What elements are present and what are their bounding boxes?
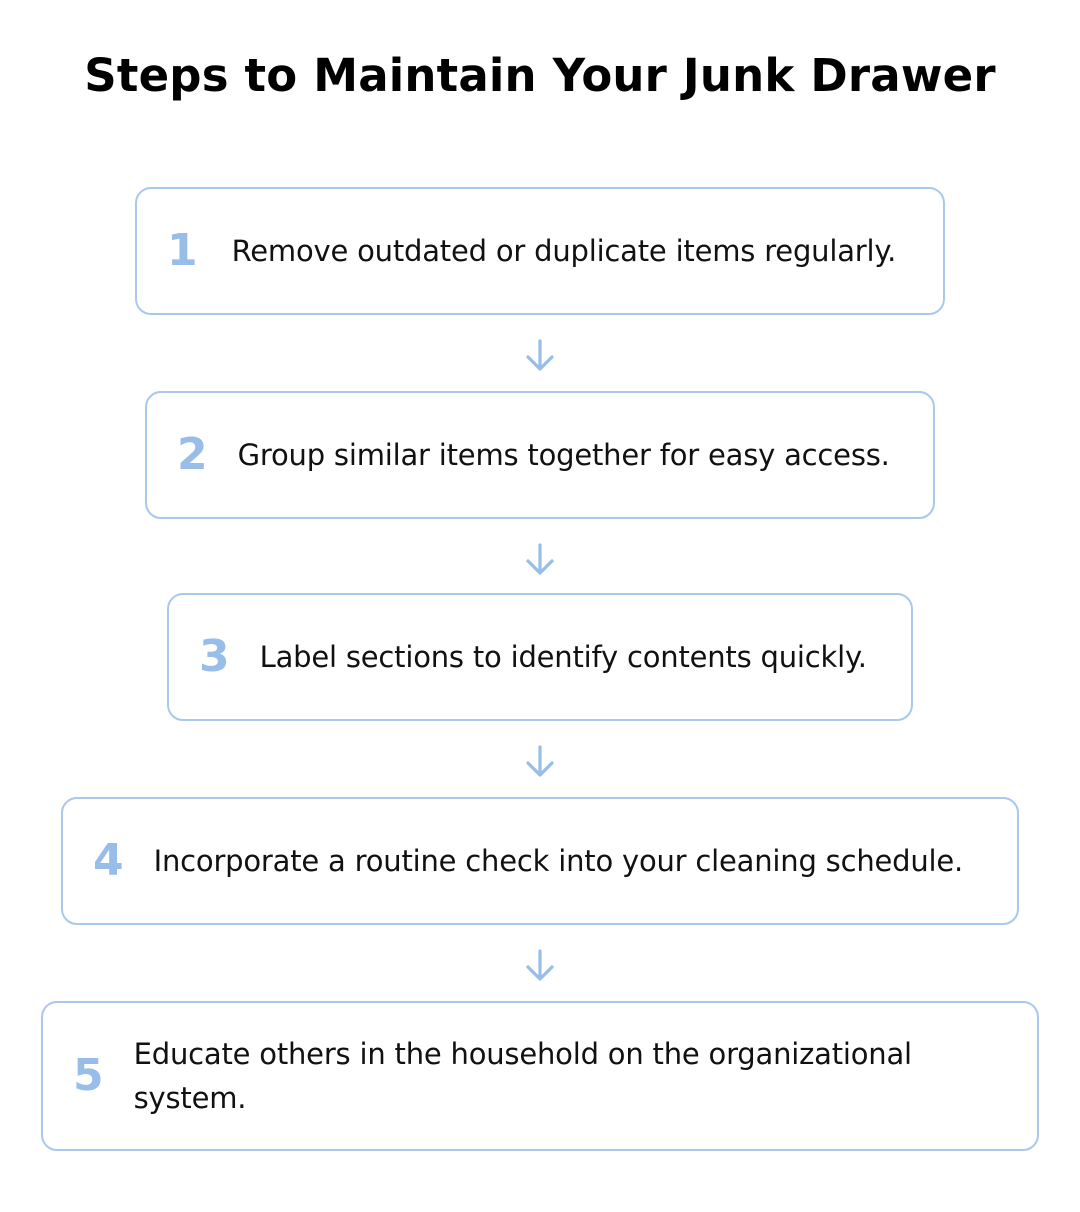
arrow-down-icon <box>520 946 560 986</box>
step-box-3 <box>167 593 913 721</box>
step-number-5: 5 <box>73 1050 104 1101</box>
arrow-down-icon <box>520 540 560 580</box>
step-number-2: 2 <box>177 429 208 480</box>
step-box-2 <box>145 391 935 519</box>
step-box-5 <box>41 1001 1039 1151</box>
diagram-title: Steps to Maintain Your Junk Drawer <box>84 49 996 102</box>
step-box-4 <box>61 797 1019 925</box>
step-box-1 <box>135 187 945 315</box>
step-number-3: 3 <box>199 631 230 682</box>
step-text-2: Group similar items together for easy access. <box>237 438 890 472</box>
arrow-down-icon <box>520 336 560 376</box>
step-text-1: Remove outdated or duplicate items regularly. <box>231 234 897 268</box>
step-text-4: Incorporate a routine check into your cleaning schedule. <box>153 844 964 878</box>
arrow-down-icon <box>520 742 560 782</box>
step-text-3: Label sections to identify contents quickly. <box>259 640 867 674</box>
step-number-4: 4 <box>93 835 124 886</box>
step-number-1: 1 <box>167 225 198 276</box>
step-text-5: Educate others in the household on the organizational system. <box>133 1037 912 1115</box>
